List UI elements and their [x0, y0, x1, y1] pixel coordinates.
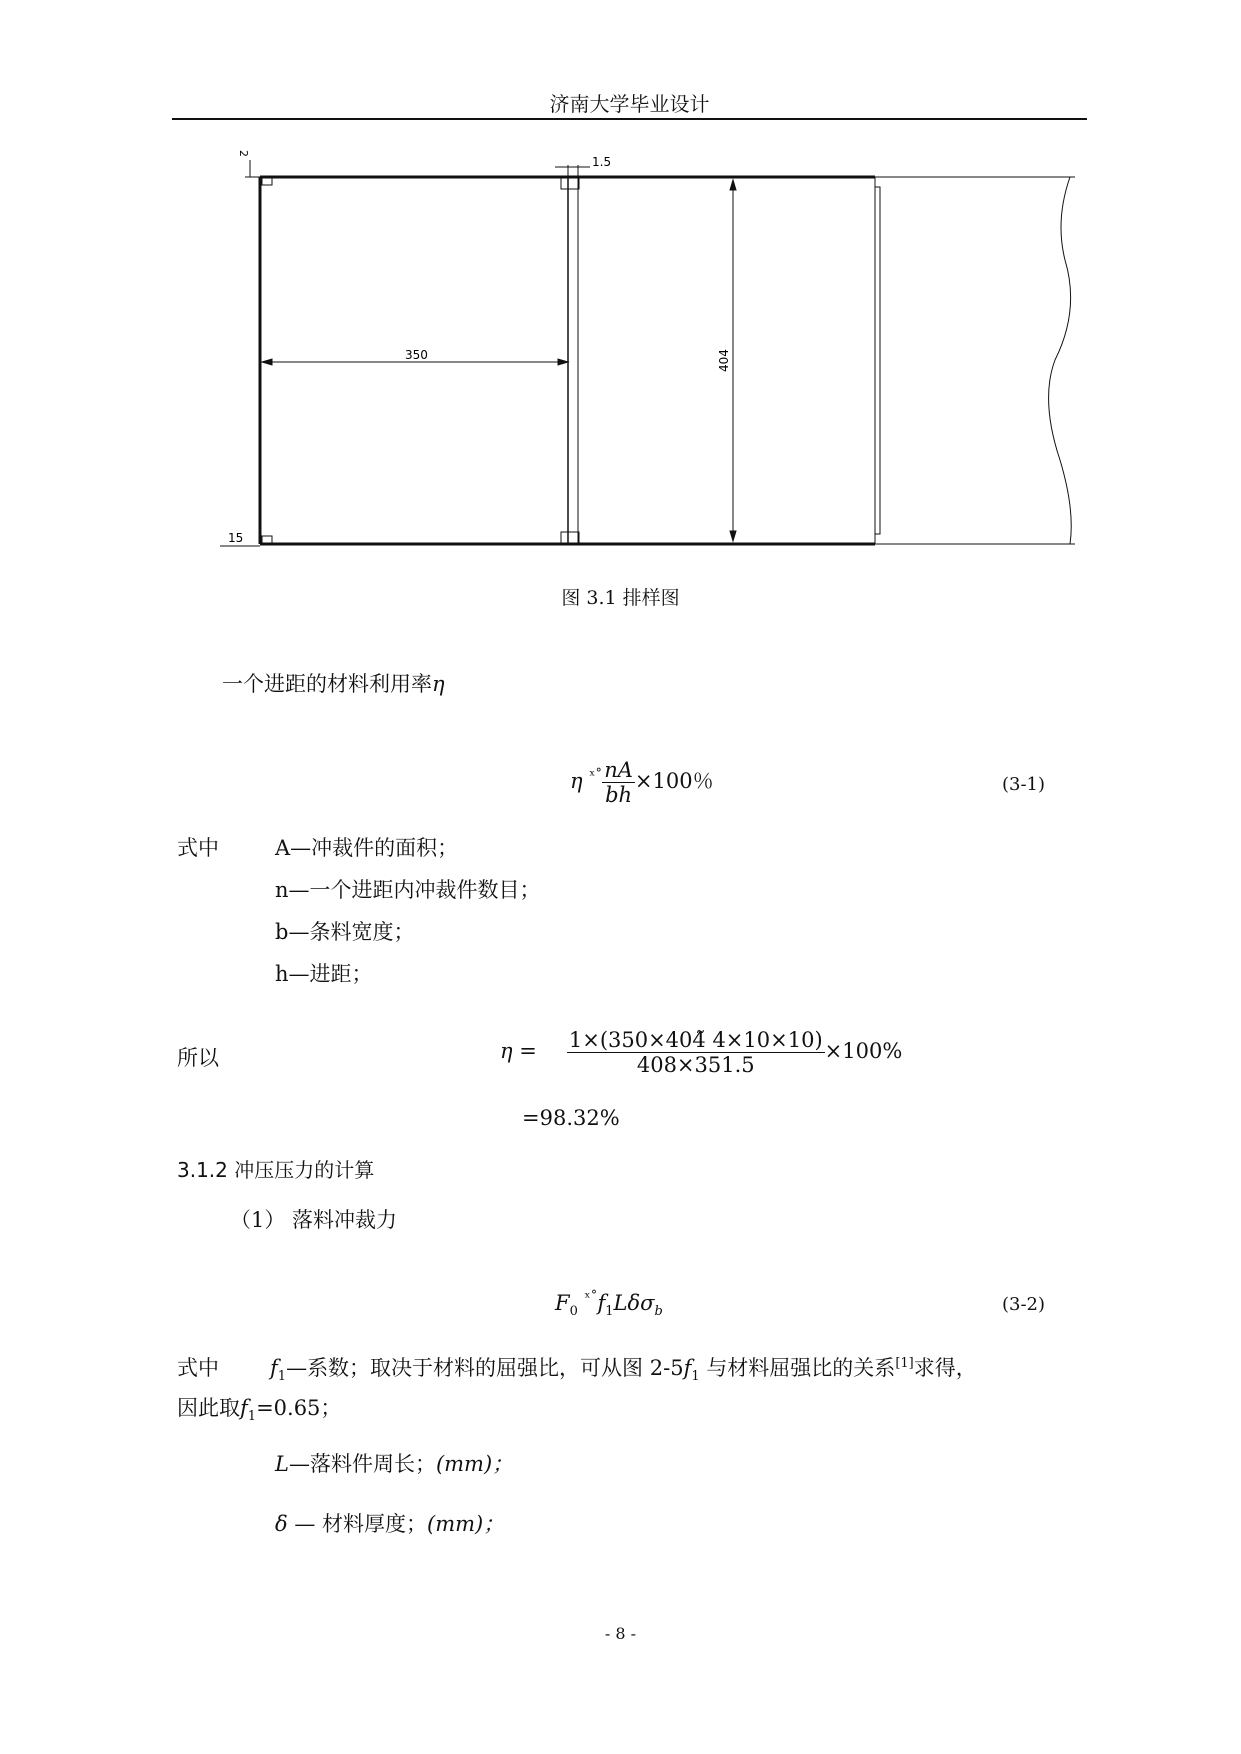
page-header: 济南大学毕业设计	[549, 92, 710, 116]
where2-line2-f: f	[240, 1396, 248, 1420]
eq3-lhs: F	[555, 1291, 570, 1315]
header-rule	[172, 118, 1087, 120]
eq1-number: (3-1)	[1002, 774, 1046, 795]
eq2-num: 1×(350×404̃ 4×10×10)	[568, 1028, 823, 1052]
where2-L-unit: (mm)；	[435, 1452, 514, 1476]
where2-line2-sub: 1	[247, 1409, 257, 1425]
eq1-lhs: η	[570, 769, 583, 793]
eta-symbol: η	[432, 672, 445, 696]
where2-line1	[270, 1352, 977, 1384]
eq3-sym: ˣ˚	[584, 1290, 598, 1306]
dim-height: 404	[717, 349, 731, 372]
where2-text-a: —系数；取决于材料的屈强比，可从图 2-5	[286, 1356, 684, 1380]
where2-delta-unit: (mm)；	[427, 1512, 505, 1536]
eq2-result: =98.32%	[522, 1106, 620, 1130]
where2-f1-b: f	[683, 1356, 692, 1380]
where2-label: 式中	[177, 1356, 219, 1380]
eq3-rhs1: f	[597, 1291, 606, 1315]
citation-ref: [1]	[895, 1356, 914, 1371]
page-number: - 8 -	[604, 1624, 637, 1643]
eq1-num: nA	[604, 758, 633, 782]
eq1-den: bh	[605, 783, 633, 807]
item-blanking-force: （1） 落料冲裁力	[230, 1208, 398, 1232]
dim-top-gap: 2	[237, 150, 250, 157]
where2-L	[275, 1448, 513, 1478]
dim-bottom-gap: 15	[228, 531, 244, 545]
where2-delta-text: — 材料厚度；	[294, 1512, 428, 1536]
paragraph-text: 一个进距的材料利用率	[222, 672, 432, 696]
where2-line2	[177, 1392, 341, 1424]
eq1-fraction	[602, 758, 635, 807]
dim-width: 350	[405, 348, 428, 362]
dim-web-gap: 1.5	[592, 155, 612, 169]
eq3-rhs2: Lδσ	[613, 1291, 655, 1315]
where2-delta-sym: δ	[275, 1512, 288, 1536]
eq3-number: (3-2)	[1002, 1294, 1046, 1315]
where1-item-a: A—冲裁件的面积；	[275, 836, 459, 860]
where2-f1-sub: 1	[277, 1369, 287, 1385]
equation-utilization	[500, 1028, 902, 1077]
where2-f1-b-sub: 1	[691, 1369, 700, 1385]
where2-line2-a: 因此取	[177, 1396, 240, 1420]
equation-3-1	[570, 758, 714, 807]
eq1-tail: ×100％	[634, 769, 714, 793]
where2-L-sym: L	[275, 1452, 289, 1476]
where2-text-b: 与材料屈强比的关系	[706, 1356, 896, 1380]
layout-drawing	[220, 140, 1080, 570]
where1-item-b: b—条料宽度；	[275, 920, 415, 944]
eq2-label: 所以	[177, 1046, 219, 1070]
eq3-rhs2-sub: b	[654, 1304, 663, 1320]
eq1-sym: ˣ˚	[589, 768, 603, 784]
where1-label: 式中	[177, 836, 219, 860]
eq2-fraction	[567, 1028, 825, 1077]
eq2-lhs: η =	[500, 1039, 537, 1063]
where2-f1: f	[270, 1356, 278, 1380]
where2-line2-b: =0.65；	[256, 1396, 342, 1420]
where2-delta	[275, 1508, 504, 1538]
equation-3-2	[555, 1290, 663, 1319]
where1-item-n: n—一个进距内冲裁件数目；	[275, 878, 541, 902]
where1-item-h: h—进距；	[275, 962, 373, 986]
eq3-lhs-sub: 0	[569, 1304, 578, 1320]
eq3-rhs1-sub: 1	[605, 1304, 614, 1320]
eq2-tail: ×100%	[824, 1039, 903, 1063]
figure-caption: 图 3.1 排样图	[561, 587, 680, 609]
paragraph-utilization	[222, 668, 445, 698]
where2-text-c: 求得，	[913, 1356, 977, 1380]
eq2-den: 408×351.5	[636, 1053, 755, 1077]
where2-L-text: —落料件周长；	[288, 1452, 436, 1476]
section-heading: 3.1.2 冲压压力的计算	[177, 1158, 375, 1182]
